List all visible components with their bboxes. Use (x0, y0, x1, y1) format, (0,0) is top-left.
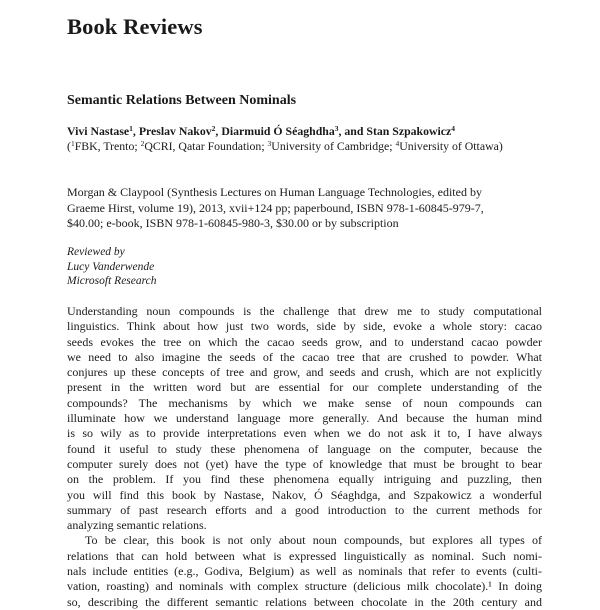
affiliation-sup: 1 (70, 139, 75, 148)
body-line: compounds? The mechanisms by which we make sense of noun compounds can (67, 395, 542, 410)
body-line: illuminate how we understand language more generally. And because the human mind (67, 411, 542, 426)
affiliation-sup: 4 (395, 139, 400, 148)
body-line: conjures up these concepts of tree and grow, and seeds and crush, which are not explicitly (67, 365, 542, 380)
author-sup: 2 (211, 124, 216, 133)
reviewed-by-label: Reviewed by (67, 246, 125, 258)
pubinfo-line: Morgan & Claypool (Synthesis Lectures on Human Language Technologies, edited by (67, 185, 482, 199)
affiliation: QCRI, Qatar Foundation; (144, 139, 268, 153)
author-sup: 1 (129, 124, 133, 133)
reviewer-affiliation: Microsoft Research (67, 275, 157, 287)
body-line: we need to also imagine the seeds of the cacao tree that are crushed to powder. What (67, 349, 542, 364)
body-line: present in the written word but are essential for our complete understanding of the (67, 380, 542, 395)
author-name: Stan Szpakowicz (366, 124, 452, 138)
body-line: summary of past research efforts and a good introduction to the current methods for (67, 502, 542, 517)
author-sup: 4 (451, 124, 456, 133)
body-line: so, describing the different semantic relations between chocolate in the 20th century and (67, 594, 542, 609)
author-separator: , (338, 124, 345, 138)
author-sup: 3 (334, 124, 339, 133)
body-line: computer surely does not (yet) have the type of knowledge that must be brought to bear (67, 456, 542, 471)
affiliation-sup: 2 (140, 139, 145, 148)
affiliation: University of Ottawa (399, 139, 499, 153)
body-line: To be clear, this book is not only about noun compounds, but explores all types of (85, 533, 542, 548)
body-line: vation, roasting) and nominals with complex structure (delicious milk chocolate).¹ In doing (67, 579, 542, 594)
body-line: on the problem. If you find these phenomena equally intriguing and puzzling, then (67, 472, 542, 487)
author-separator: , (132, 124, 139, 138)
pubinfo-line: Graeme Hirst, volume 19), 2013, xvii+124 pp; paperbound, ISBN 978-1-60845-979-7, (67, 200, 484, 215)
body-line: is so wily as to provide interpretations even when we do not ask it to, I have always (67, 426, 542, 441)
author-name: Preslav Nakov (138, 124, 212, 138)
body-line: seeds evokes the tree on which the cacao seeds grow, and to understand cacao powder (67, 334, 542, 349)
author-name: Vivi Nastase (67, 124, 130, 138)
body-line: Understanding noun compounds is the challenge that drew me to study computational (67, 304, 542, 318)
paragraph-1 (67, 304, 542, 533)
article-title: Semantic Relations Between Nominals (67, 93, 297, 108)
author-name: Diarmuid Ó Séaghdha (221, 124, 335, 138)
review-body (67, 304, 542, 610)
pubinfo-line: $40.00; e-book, ISBN 978-1-60845-980-3, $30.00 or by subscription (67, 216, 399, 230)
body-line: nals include entities (e.g., Godiva, Belgium) as well as nominals that refer to events (culti- (67, 564, 542, 579)
affiliation-sup: 3 (267, 139, 272, 148)
affiliation: FBK, Trento; (74, 139, 141, 153)
section-title: Book Reviews (67, 14, 203, 39)
body-line: analyzing semantic relations. (67, 518, 207, 533)
author-block (67, 124, 542, 154)
affiliation-list: ($^1$FBK, Trento; $^2$QCRI, Qatar Foundation; $^3$University of Cambridge; $^4$University of Ottawa) (67, 139, 503, 153)
body-line: relations that can hold between what is expressed linguistically as nominal. Such nomi- (67, 548, 542, 563)
reviewer-block (67, 245, 542, 289)
body-line: you will find this book by Nastase, Nakov, Ó Séaghdga, and Szpakowicz a wonderful (67, 487, 542, 502)
body-line: found it useful to study these phenomena of language on the computer, because the (67, 441, 542, 456)
reviewer-name: Lucy Vanderwende (67, 260, 155, 273)
paragraph-2 (67, 533, 542, 609)
body-line: linguistics. Think about how just two words, side by side, evoke a whole story: cacao (67, 319, 542, 334)
author-and: and (344, 124, 367, 138)
publication-info (67, 185, 542, 232)
affiliation: University of Cambridge; (271, 139, 396, 153)
author-separator: , (215, 124, 222, 138)
author-list (67, 124, 542, 139)
